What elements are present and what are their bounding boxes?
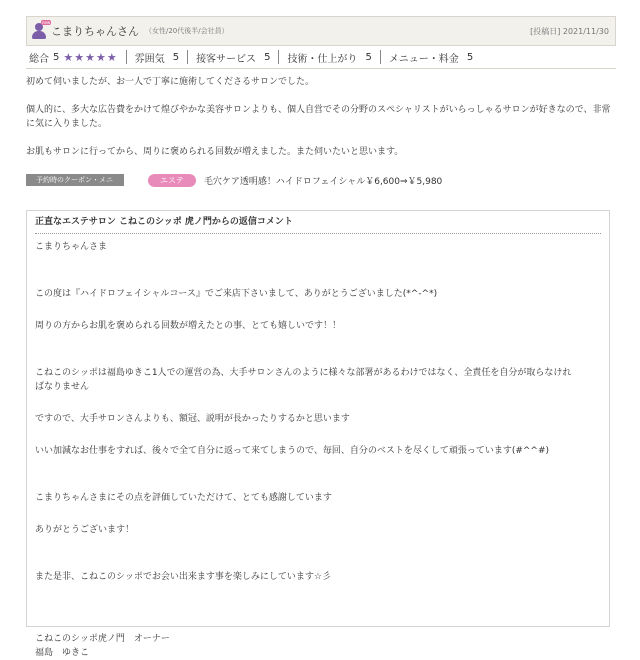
coupon-label: 予約時のクーポン・メニュー	[26, 174, 124, 186]
rating-label: 雰囲気	[134, 53, 165, 65]
reply-paragraph: また是非、こねこのシッポでお会い出来ます事を楽しみにしています☆彡	[35, 572, 331, 582]
review-body	[26, 75, 616, 159]
rating-label: メニュー・料金	[388, 53, 459, 65]
rating-label: 技術・仕上がり	[287, 53, 358, 65]
review-header	[26, 16, 616, 46]
divider	[380, 50, 381, 64]
user-avatar-icon: new	[31, 22, 47, 40]
reply-paragraph: ですので、大手サロンさんよりも、額冠、説明が長かったりするかと思います	[35, 414, 350, 424]
reply-signature: こねこのシッポ虎ノ門 オーナー	[35, 634, 170, 644]
reply-paragraph: この度は『ハイドロフェイシャルコース』でご来店下さいまして、ありがとうございました(*^-^*)	[35, 289, 438, 299]
reply-paragraph: こまりちゃんさまにその点を評価していただけて、とても感謝しています	[35, 493, 332, 503]
reply-paragraph: いい加減なお仕事をすれば、後々で全て自分に返って来てしまうので、毎回、自分のベストを尽くして頑張っています(#^^#)	[35, 446, 550, 456]
reviewer-name: こまりちゃんさん	[51, 25, 139, 38]
divider	[278, 50, 279, 64]
divider	[187, 50, 188, 64]
reply-greeting: こまりちゃんさま	[35, 242, 108, 252]
ratings-bar	[26, 46, 616, 69]
rating-value: 5	[172, 51, 180, 63]
rating-label: 接客サービス	[196, 53, 257, 65]
post-date: [投稿日] 2021/11/30	[530, 26, 609, 36]
total-rating-value: 5	[53, 51, 60, 63]
rating-value: 5	[466, 51, 474, 63]
reply-paragraph: ばなりません	[35, 382, 90, 392]
rating-menu-price	[389, 50, 481, 65]
review-paragraph: 個人的に、多大な広告費をかけて煌びやかな美容サロンよりも、個人自営でその分野のスペシャリストがいらっしゃるサロンが好きなので、非常に気に入りました。	[26, 105, 611, 129]
coupon-category-badge[interactable]: エステ	[148, 174, 196, 187]
rating-technique	[287, 50, 379, 65]
rating-service	[196, 50, 278, 65]
divider	[126, 50, 127, 64]
reply-title: 正直なエステサロン こねこのシッポ 虎ノ門からの返信コメント	[35, 211, 601, 234]
reply-signature: 福島 ゆきこ	[35, 648, 90, 658]
review-paragraph: 初めて伺いましたが、お一人で丁寧に施術してくださるサロンでした。	[26, 77, 315, 87]
total-rating-label: 総合	[29, 53, 49, 65]
reply-paragraph: こねこのシッポは福島ゆきこ1人での運営の為、大手サロンさんのように様々な部署があるわけではなく、全責任を自分が取らなけれ	[35, 368, 572, 378]
reviewer-info: （女性/20代後半/会社員）	[145, 27, 229, 35]
rating-stars-icon: ★★★★★	[63, 50, 118, 64]
review-paragraph: お肌もサロンに行ってから、周りに褒められる回数が増えました。また伺いたいと思います。	[26, 147, 404, 157]
rating-value: 5	[264, 51, 271, 63]
salon-reply-box	[26, 210, 610, 658]
coupon-row	[26, 173, 616, 196]
coupon-menu-link[interactable]: 毛穴ケア透明感！ハイドロフェイシャル￥6,600⇒￥5,980	[203, 176, 443, 187]
reply-body	[35, 240, 601, 660]
rating-atmosphere	[135, 50, 187, 65]
review-card	[26, 16, 616, 196]
reply-paragraph: ありがとうございます！	[35, 525, 135, 535]
reply-paragraph: 周りの方からお肌を褒められる回数が増えたとの事、とても嬉しいです！！	[35, 321, 342, 331]
rating-value: 5	[365, 51, 372, 63]
